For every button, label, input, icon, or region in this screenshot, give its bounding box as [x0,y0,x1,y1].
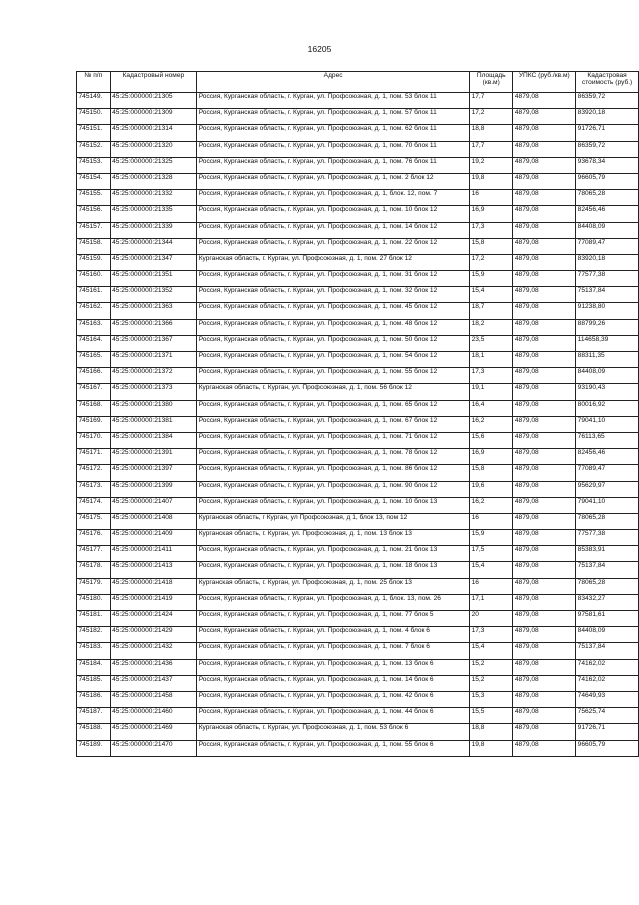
cell-cadastral: 45:25:000000:21413 [110,562,197,578]
cell-address: Россия, Курганская область, г. Курган, ул. Профсоюзная, д. 1, пом. 86 блок 12 [197,465,470,481]
cell-num: 745155. [77,190,111,206]
cell-area: 16,9 [470,449,513,465]
cell-address: Россия, Курганская область, г. Курган, ул. Профсоюзная, д. 1, пом. 70 блок 11 [197,141,470,157]
cell-cadastral: 45:25:000000:21424 [110,611,197,627]
cell-cadastral: 45:25:000000:21366 [110,319,197,335]
cell-cadastral: 45:25:000000:21380 [110,400,197,416]
cell-upks: 4879,08 [513,643,576,659]
cell-address: Россия, Курганская область, г. Курган, ул. Профсоюзная, д. 1, пом. 42 блок 6 [197,691,470,707]
cell-area: 15,8 [470,238,513,254]
cell-area: 19,8 [470,740,513,756]
table-row [77,384,639,400]
cell-area: 15,3 [470,691,513,707]
cell-upks: 4879,08 [513,368,576,384]
cell-upks: 4879,08 [513,513,576,529]
cell-area: 17,2 [470,254,513,270]
cell-num: 745182. [77,627,111,643]
cell-address: Россия, Курганская область, г. Курган, ул. Профсоюзная, д. 1, пом. 13 блок 6 [197,659,470,675]
cell-num: 745179. [77,578,111,594]
table-row [77,708,639,724]
cell-area: 17,7 [470,141,513,157]
cell-num: 745161. [77,287,111,303]
cell-upks: 4879,08 [513,627,576,643]
header-num: № п/п [77,72,111,93]
cell-num: 745168. [77,400,111,416]
cell-upks: 4879,08 [513,675,576,691]
cell-num: 745187. [77,708,111,724]
cell-upks: 4879,08 [513,481,576,497]
cell-area: 16,2 [470,497,513,513]
table-header-row [77,72,639,93]
cell-cadastral: 45:25:000000:21351 [110,271,197,287]
cell-cadastral: 45:25:000000:21437 [110,675,197,691]
cell-cost: 114658,39 [576,335,639,351]
cell-num: 745185. [77,675,111,691]
cell-address: Россия, Курганская область, г. Курган, ул. Профсоюзная, д. 1, пом. 14 блок 6 [197,675,470,691]
cell-area: 15,9 [470,271,513,287]
cell-num: 745151. [77,125,111,141]
table-row [77,627,639,643]
cell-area: 16,9 [470,206,513,222]
cell-cost: 75137,84 [576,287,639,303]
cell-upks: 4879,08 [513,578,576,594]
table-row [77,659,639,675]
cell-address: Россия, Курганская область, г. Курган, ул. Профсоюзная, д. 1, пом. 57 блок 11 [197,109,470,125]
table-row [77,109,639,125]
table-row [77,432,639,448]
table-row [77,287,639,303]
cell-upks: 4879,08 [513,400,576,416]
cell-num: 745165. [77,352,111,368]
cell-cadastral: 45:25:000000:21373 [110,384,197,400]
table-row [77,740,639,756]
cell-address: Курганская область, г. Курган, ул. Профсоюзная, д. 1, пом. 13 блок 13 [197,530,470,546]
cell-address: Россия, Курганская область, г. Курган, ул. Профсоюзная, д. 1, пом. 14 блок 12 [197,222,470,238]
cell-num: 745166. [77,368,111,384]
cell-area: 17,1 [470,594,513,610]
cell-cost: 79041,10 [576,416,639,432]
cell-cadastral: 45:25:000000:21432 [110,643,197,659]
cell-num: 745177. [77,546,111,562]
cell-upks: 4879,08 [513,335,576,351]
cell-cost: 77089,47 [576,465,639,481]
cell-cadastral: 45:25:000000:21332 [110,190,197,206]
cell-area: 15,4 [470,287,513,303]
cell-cadastral: 45:25:000000:21352 [110,287,197,303]
cell-upks: 4879,08 [513,125,576,141]
cell-address: Курганская область, г Курган, ул Профсоюзная, д 1, блок 13, пом 12 [197,513,470,529]
cell-cost: 91238,80 [576,303,639,319]
cell-cost: 78065,28 [576,513,639,529]
cell-cost: 78065,28 [576,578,639,594]
table-row [77,173,639,189]
cell-cost: 88311,35 [576,352,639,368]
cell-cost: 95629,97 [576,481,639,497]
table-row [77,416,639,432]
cell-num: 745149. [77,93,111,109]
cell-address: Россия, Курганская область, г. Курган, ул. Профсоюзная, д. 1, пом. 45 блок 12 [197,303,470,319]
cell-cadastral: 45:25:000000:21344 [110,238,197,254]
cell-upks: 4879,08 [513,384,576,400]
cell-upks: 4879,08 [513,238,576,254]
cell-upks: 4879,08 [513,594,576,610]
cell-cadastral: 45:25:000000:21325 [110,157,197,173]
cell-area: 16 [470,578,513,594]
cell-num: 745167. [77,384,111,400]
cell-upks: 4879,08 [513,432,576,448]
table-row [77,497,639,513]
cell-area: 15,6 [470,432,513,448]
cell-address: Россия, Курганская область, г. Курган, ул. Профсоюзная, д. 1, пом. 54 блок 12 [197,352,470,368]
cell-area: 17,3 [470,627,513,643]
cell-area: 18,8 [470,125,513,141]
cell-area: 18,1 [470,352,513,368]
cell-cost: 93678,34 [576,157,639,173]
cell-area: 19,6 [470,481,513,497]
cell-num: 745169. [77,416,111,432]
cell-address: Россия, Курганская область, г. Курган, ул. Профсоюзная, д. 1, блок. 13, пом. 26 [197,594,470,610]
table-row [77,206,639,222]
cell-upks: 4879,08 [513,303,576,319]
cell-cost: 79041,10 [576,497,639,513]
cell-address: Россия, Курганская область, г. Курган, ул. Профсоюзная, д. 1, пом. 76 блок 11 [197,157,470,173]
cell-cadastral: 45:25:000000:21335 [110,206,197,222]
table-row [77,303,639,319]
table-row [77,400,639,416]
cell-cost: 77577,38 [576,530,639,546]
table-row [77,319,639,335]
cell-cadastral: 45:25:000000:21314 [110,125,197,141]
cell-cost: 76113,65 [576,432,639,448]
cell-num: 745183. [77,643,111,659]
cell-area: 18,7 [470,303,513,319]
cell-address: Курганская область, г. Курган, ул. Профсоюзная, д. 1, пом. 56 блок 12 [197,384,470,400]
table-row [77,546,639,562]
cell-address: Курганская область, г. Курган, ул. Профсоюзная, д. 1, пом. 25 блок 13 [197,578,470,594]
cell-cadastral: 45:25:000000:21339 [110,222,197,238]
cell-cadastral: 45:25:000000:21411 [110,546,197,562]
cell-area: 19,1 [470,384,513,400]
cell-address: Россия, Курганская область, г. Курган, ул. Профсоюзная, д. 1, пом. 4 блок 6 [197,627,470,643]
cell-area: 17,5 [470,546,513,562]
cell-cost: 74162,02 [576,675,639,691]
cell-area: 15,9 [470,530,513,546]
cell-address: Россия, Курганская область, г. Курган, ул. Профсоюзная, д. 1, пом. 55 блок 6 [197,740,470,756]
cell-address: Россия, Курганская область, г. Курган, ул. Профсоюзная, д. 1, пом. 44 блок 6 [197,708,470,724]
cell-cadastral: 45:25:000000:21470 [110,740,197,756]
cell-area: 15,8 [470,465,513,481]
table-row [77,643,639,659]
cell-cadastral: 45:25:000000:21460 [110,708,197,724]
cell-address: Россия, Курганская область, г. Курган, ул. Профсоюзная, д. 1, пом. 32 блок 12 [197,287,470,303]
cell-cost: 78065,28 [576,190,639,206]
cell-address: Россия, Курганская область, г. Курган, ул. Профсоюзная, д. 1, пом. 10 блок 13 [197,497,470,513]
cell-upks: 4879,08 [513,740,576,756]
cell-cost: 77577,38 [576,271,639,287]
cell-address: Россия, Курганская область, г. Курган, ул. Профсоюзная, д. 1, пом. 7 блок 6 [197,643,470,659]
cell-cost: 77089,47 [576,238,639,254]
cell-num: 745175. [77,513,111,529]
cell-cadastral: 45:25:000000:21372 [110,368,197,384]
table-row [77,335,639,351]
cell-area: 16,2 [470,416,513,432]
cell-upks: 4879,08 [513,562,576,578]
cell-cost: 96605,79 [576,173,639,189]
cell-area: 15,5 [470,708,513,724]
cell-cadastral: 45:25:000000:21391 [110,449,197,465]
table-row [77,675,639,691]
table-row [77,93,639,109]
cell-address: Россия, Курганская область, г. Курган, ул. Профсоюзная, д. 1, блок. 12, пом. 7 [197,190,470,206]
cell-cadastral: 45:25:000000:21407 [110,497,197,513]
cell-cost: 74162,02 [576,659,639,675]
header-address: Адрес [197,72,470,93]
cadastral-register-table [76,71,639,757]
page-number: 16205 [307,44,332,54]
cell-upks: 4879,08 [513,691,576,707]
cell-cadastral: 45:25:000000:21458 [110,691,197,707]
cell-area: 16 [470,190,513,206]
cell-upks: 4879,08 [513,708,576,724]
cell-cost: 97581,61 [576,611,639,627]
cell-address: Россия, Курганская область, г. Курган, ул. Профсоюзная, д. 1, пом. 71 блок 12 [197,432,470,448]
cell-num: 745186. [77,691,111,707]
table-row [77,449,639,465]
cell-area: 19,2 [470,157,513,173]
table-row [77,352,639,368]
cell-cost: 96605,79 [576,740,639,756]
cell-upks: 4879,08 [513,93,576,109]
cell-cost: 83432,27 [576,594,639,610]
cell-upks: 4879,08 [513,465,576,481]
cell-area: 15,2 [470,675,513,691]
cell-cadastral: 45:25:000000:21436 [110,659,197,675]
table-row [77,368,639,384]
cell-num: 745176. [77,530,111,546]
cell-num: 745154. [77,173,111,189]
cell-address: Россия, Курганская область, г. Курган, ул. Профсоюзная, д. 1, пом. 10 блок 12 [197,206,470,222]
cell-cadastral: 45:25:000000:21397 [110,465,197,481]
cell-address: Россия, Курганская область, г. Курган, ул. Профсоюзная, д. 1, пом. 78 блок 12 [197,449,470,465]
cell-cost: 82456,46 [576,206,639,222]
cell-area: 19,8 [470,173,513,189]
cell-upks: 4879,08 [513,416,576,432]
cell-address: Россия, Курганская область, г. Курган, ул. Профсоюзная, д. 1, пом. 50 блок 12 [197,335,470,351]
cell-cost: 80016,92 [576,400,639,416]
cell-area: 17,3 [470,222,513,238]
cell-cost: 93190,43 [576,384,639,400]
cell-upks: 4879,08 [513,659,576,675]
cell-cost: 91726,71 [576,125,639,141]
cell-cadastral: 45:25:000000:21429 [110,627,197,643]
table-row [77,724,639,740]
cell-area: 18,8 [470,724,513,740]
table-row [77,562,639,578]
cell-cadastral: 45:25:000000:21305 [110,93,197,109]
cell-upks: 4879,08 [513,352,576,368]
cell-cost: 74649,93 [576,691,639,707]
cell-upks: 4879,08 [513,287,576,303]
cell-address: Курганская область, г. Курган, ул. Профсоюзная, д. 1, пом. 27 блок 12 [197,254,470,270]
cell-upks: 4879,08 [513,173,576,189]
cell-num: 745170. [77,432,111,448]
cell-upks: 4879,08 [513,497,576,513]
cell-area: 15,4 [470,562,513,578]
cell-cadastral: 45:25:000000:21320 [110,141,197,157]
cell-num: 745171. [77,449,111,465]
table-row [77,125,639,141]
cell-cost: 75625,74 [576,708,639,724]
cell-num: 745164. [77,335,111,351]
cell-upks: 4879,08 [513,319,576,335]
cell-num: 745188. [77,724,111,740]
header-upks: УПКС (руб./кв.м) [513,72,576,93]
cell-area: 17,7 [470,93,513,109]
table-row [77,594,639,610]
cell-num: 745172. [77,465,111,481]
cell-area: 23,5 [470,335,513,351]
cell-num: 745156. [77,206,111,222]
cell-address: Россия, Курганская область, г. Курган, ул. Профсоюзная, д. 1, пом. 48 блок 12 [197,319,470,335]
cell-num: 745178. [77,562,111,578]
cell-area: 15,2 [470,659,513,675]
cell-area: 18,2 [470,319,513,335]
cell-area: 16,4 [470,400,513,416]
header-cost: Кадастровая стоимость (руб.) [576,72,639,93]
table-row [77,578,639,594]
cell-cost: 85383,91 [576,546,639,562]
table-row [77,141,639,157]
cell-num: 745163. [77,319,111,335]
table-row [77,530,639,546]
cell-cadastral: 45:25:000000:21418 [110,578,197,594]
cell-upks: 4879,08 [513,109,576,125]
cell-num: 745189. [77,740,111,756]
table-row [77,481,639,497]
cell-num: 745160. [77,271,111,287]
cell-cadastral: 45:25:000000:21309 [110,109,197,125]
table-row [77,465,639,481]
table-row [77,513,639,529]
cell-address: Россия, Курганская область, г. Курган, ул. Профсоюзная, д. 1, пом. 22 блок 12 [197,238,470,254]
cell-upks: 4879,08 [513,157,576,173]
cell-cost: 86359,72 [576,141,639,157]
cell-area: 15,4 [470,643,513,659]
cell-address: Россия, Курганская область, г. Курган, ул. Профсоюзная, д. 1, пом. 55 блок 12 [197,368,470,384]
cell-upks: 4879,08 [513,546,576,562]
cell-cost: 84408,09 [576,222,639,238]
cell-upks: 4879,08 [513,206,576,222]
table-row [77,611,639,627]
cell-cadastral: 45:25:000000:21399 [110,481,197,497]
cell-num: 745157. [77,222,111,238]
cell-cadastral: 45:25:000000:21381 [110,416,197,432]
header-cadastral: Кадастровый номер [110,72,197,93]
cell-cadastral: 45:25:000000:21371 [110,352,197,368]
cell-cost: 84408,09 [576,368,639,384]
cell-address: Курганская область, г. Курган, ул. Профсоюзная, д. 1, пом. 53 блок 6 [197,724,470,740]
cell-cost: 83920,18 [576,254,639,270]
cell-address: Россия, Курганская область, г. Курган, ул. Профсоюзная, д. 1, пом. 2 блок 12 [197,173,470,189]
cell-upks: 4879,08 [513,190,576,206]
table-row [77,190,639,206]
cell-address: Россия, Курганская область, г. Курган, ул. Профсоюзная, д. 1, пом. 53 блок 11 [197,93,470,109]
cell-num: 745184. [77,659,111,675]
cell-address: Россия, Курганская область, г. Курган, ул. Профсоюзная, д. 1, пом. 21 блок 13 [197,546,470,562]
cell-upks: 4879,08 [513,724,576,740]
cell-cadastral: 45:25:000000:21384 [110,432,197,448]
cell-cadastral: 45:25:000000:21328 [110,173,197,189]
cell-upks: 4879,08 [513,530,576,546]
cell-cadastral: 45:25:000000:21469 [110,724,197,740]
cell-cost: 82456,46 [576,449,639,465]
cell-cost: 86359,72 [576,93,639,109]
cell-cadastral: 45:25:000000:21363 [110,303,197,319]
cell-num: 745180. [77,594,111,610]
table-row [77,254,639,270]
cell-num: 745174. [77,497,111,513]
cell-cadastral: 45:25:000000:21408 [110,513,197,529]
table-row [77,691,639,707]
cell-cadastral: 45:25:000000:21419 [110,594,197,610]
cell-cost: 75137,84 [576,562,639,578]
cell-area: 17,3 [470,368,513,384]
table-body [77,93,639,757]
cell-num: 745158. [77,238,111,254]
table-row [77,157,639,173]
cell-num: 745152. [77,141,111,157]
cell-cost: 84408,09 [576,627,639,643]
cell-address: Россия, Курганская область, г. Курган, ул. Профсоюзная, д. 1, пом. 62 блок 11 [197,125,470,141]
cell-upks: 4879,08 [513,271,576,287]
table-row [77,222,639,238]
cell-upks: 4879,08 [513,222,576,238]
cell-area: 20 [470,611,513,627]
header-area: Площадь (кв.м) [470,72,513,93]
cell-address: Россия, Курганская область, г. Курган, ул. Профсоюзная, д. 1, пом. 65 блок 12 [197,400,470,416]
cell-address: Россия, Курганская область, г. Курган, ул. Профсоюзная, д. 1, пом. 31 блок 12 [197,271,470,287]
table-row [77,271,639,287]
cell-address: Россия, Курганская область, г. Курган, ул. Профсоюзная, д. 1, пом. 77 блок 5 [197,611,470,627]
cell-cadastral: 45:25:000000:21367 [110,335,197,351]
cell-area: 16 [470,513,513,529]
cell-num: 745153. [77,157,111,173]
cell-num: 745181. [77,611,111,627]
cell-cadastral: 45:25:000000:21409 [110,530,197,546]
cell-cost: 91726,71 [576,724,639,740]
cell-upks: 4879,08 [513,611,576,627]
cell-num: 745159. [77,254,111,270]
cell-cadastral: 45:25:000000:21347 [110,254,197,270]
cell-cost: 83920,18 [576,109,639,125]
cell-address: Россия, Курганская область, г. Курган, ул. Профсоюзная, д. 1, пом. 90 блок 12 [197,481,470,497]
cell-address: Россия, Курганская область, г. Курган, ул. Профсоюзная, д. 1, пом. 67 блок 12 [197,416,470,432]
cell-address: Россия, Курганская область, г. Курган, ул. Профсоюзная, д. 1, пом. 18 блок 13 [197,562,470,578]
cell-area: 17,2 [470,109,513,125]
table-row [77,238,639,254]
cell-num: 745150. [77,109,111,125]
cell-num: 745162. [77,303,111,319]
cell-num: 745173. [77,481,111,497]
cell-cost: 75137,84 [576,643,639,659]
cell-cost: 88799,26 [576,319,639,335]
cell-upks: 4879,08 [513,449,576,465]
cell-upks: 4879,08 [513,254,576,270]
cell-upks: 4879,08 [513,141,576,157]
